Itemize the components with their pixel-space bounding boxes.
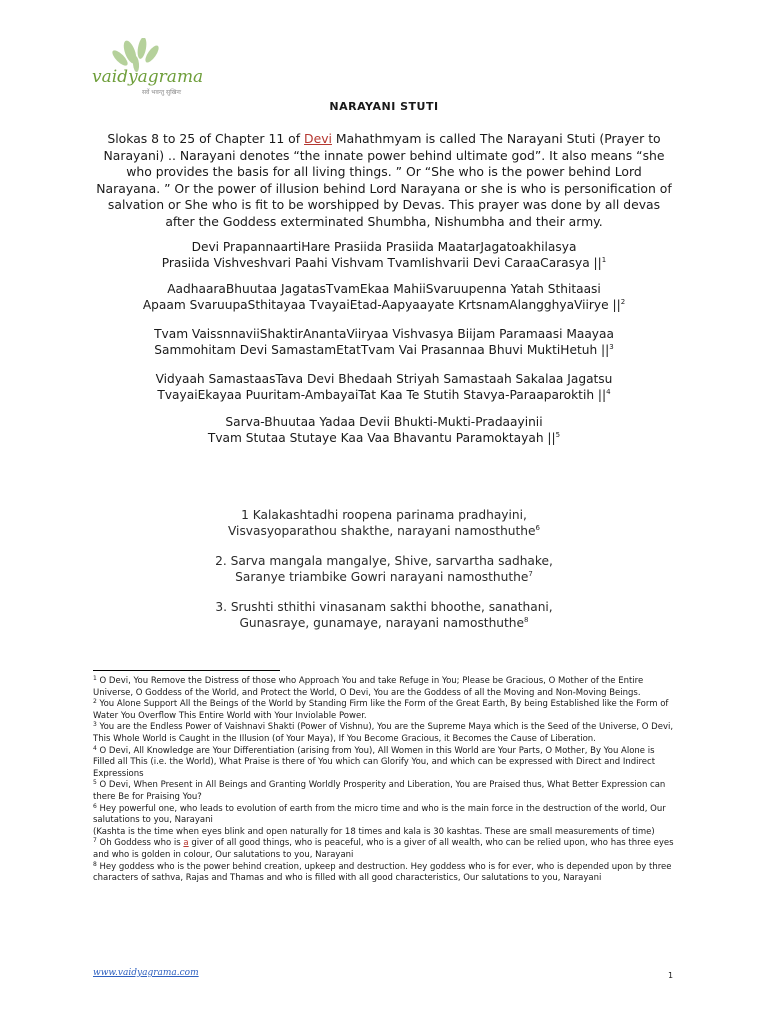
intro-paragraph — [96, 131, 672, 231]
footnote-ref[interactable]: 5 — [555, 431, 561, 440]
page-title: NARAYANI STUTI — [329, 100, 439, 113]
sloka-5 — [80, 414, 688, 447]
footnote-number: 2 — [93, 698, 97, 706]
footnote-number: 7 — [93, 837, 97, 845]
footnote-text: You Alone Support All the Beings of the World by Standing Firm like the Form of the Great Earth, By being Established like the Form of Water You Overflow This Entire World with Your Inviolable Power. — [93, 699, 669, 721]
footnote-ref[interactable]: 8 — [524, 616, 529, 625]
sloka-line: Tvam Stutaa Stutaye Kaa Vaa Bhavantu Paramoktayah || — [207, 431, 556, 446]
sloka-4 — [80, 371, 688, 404]
footnote-number: 5 — [93, 779, 97, 787]
intro-text-after: Mahathmyam is called The Narayani Stuti (Prayer to Narayani) .. Narayani denotes “the innate power behind ultimate god”. It also means “she who provides the basis for all living things. ” Or “She who is the power behind Lord Narayana. ” Or the power of illusion behind Lord Narayana or she is who is personification of salvation or She who is fit to be worshipped by Devas. This prayer was done by all devas after the Goddess exterminated Shumbha, Nishumbha and their army. — [96, 131, 672, 229]
logo-text: vaidyagrama — [92, 67, 204, 87]
intro-text-before: Slokas 8 to 25 of Chapter 11 of — [107, 131, 305, 146]
footnote-text: O Devi, You Remove the Distress of those who Approach You and take Refuge in You; Please be Gracious, O Mother of the Entire Universe, O Goddess of the World, and Protect the World, O Devi, You are the Goddess of all the Moving and Non-Moving Beings. — [93, 676, 644, 698]
sloka-line: Sarva-Bhuutaa Yadaa Devii Bhukti-Mukti-Pradaayinii — [225, 415, 543, 429]
footnote-ref[interactable]: 2 — [620, 298, 626, 307]
footnote-number: 8 — [93, 860, 97, 868]
footnote-text: You are the Endless Power of Vaishnavi Shakti (Power of Vishnu), You are the Supreme Maya which is the Seed of the Universe, O Devi, This Whole World is Caught in the Illusion (of Your Maya), If You Become Gracious, it Becomes the Cause of Liberation. — [93, 722, 674, 744]
footnote-ref[interactable]: 6 — [535, 524, 540, 533]
footnote-ref[interactable]: 7 — [528, 570, 533, 579]
footnote-ref[interactable]: 3 — [609, 343, 614, 352]
verse-line: Gunasraye, gunamaye, narayani namosthuthe — [239, 616, 525, 631]
footnote — [93, 780, 675, 803]
footnote-divider — [93, 670, 280, 671]
footnote-number: 4 — [93, 744, 97, 752]
verse-line: 1 Kalakashtadhi roopena parinama pradhayini, — [241, 508, 527, 522]
footnote-continuation — [93, 827, 675, 839]
footnote — [93, 862, 675, 885]
vaidyagrama-logo — [90, 38, 220, 100]
footnote — [93, 804, 675, 827]
verse-1 — [120, 507, 648, 540]
footnote — [93, 676, 675, 699]
footnote-text: O Devi, All Knowledge are Your Differentiation (arising from You), All Women in this World are Your Parts, O Mother, By You Alone is Filled all This (i.e. the World), What Praise is there of You which can Glorify You, and which can be expressed with Direct and Indirect Expressions — [93, 745, 656, 779]
sloka-2 — [80, 281, 688, 314]
sloka-3 — [80, 326, 688, 359]
footnote — [93, 838, 675, 861]
verse-line: 2. Sarva mangala mangalye, Shive, sarvartha sadhake, — [215, 554, 553, 568]
footnote-text: giver of all good things, who is peaceful, who is a giver of all wealth, who can be relied upon, who has three eyes and who is golden in colour, Our salutations to you, Narayani — [93, 838, 674, 860]
sloka-line: Devi PrapannaartiHare Prasiida Prasiida MaatarJagatoakhilasya — [191, 240, 577, 254]
sloka-line: Prasiida Vishveshvari Paahi Vishvam TvamIishvarii Devi CaraaCarasya || — [161, 256, 602, 271]
footnote-number: 6 — [93, 802, 97, 810]
devi-link[interactable]: Devi — [304, 131, 332, 146]
footnote-ref[interactable]: 4 — [606, 388, 611, 397]
footnote-text: O Devi, When Present in All Beings and Granting Worldly Prosperity and Liberation, You are Praised thus, What Better Expression can there Be for Praising You? — [93, 780, 666, 802]
verse-line: Visvasyoparathou shakthe, narayani namosthuthe — [227, 524, 536, 539]
verse-line: Saranye triambike Gowri narayani namosthuthe — [235, 570, 529, 585]
logo-tagline: सर्वे भवन्तु सुखिनः — [142, 89, 182, 96]
sloka-line: TvayaiEkayaa Puuritam-AmbayaiTat Kaa Te Stutih Stavya-Paraaparoktih || — [157, 388, 607, 403]
footnote-text: Hey powerful one, who leads to evolution of earth from the micro time and who is the main force in the destruction of the world, Our salutations to you, Narayani — [93, 803, 666, 826]
footnote — [93, 746, 675, 781]
verse-2 — [120, 553, 648, 586]
page-number: 1 — [668, 971, 674, 980]
footnote-number: 1 — [93, 675, 97, 682]
sloka-line: Tvam VaissnnaviiShaktirAnantaViiryaa Vishvasya Biijam Paramaasi Maayaa — [154, 327, 614, 341]
sloka-line: AadhaaraBhuutaa JagatasTvamEkaa MahiiSvaruupenna Yatah Sthitaasi — [167, 282, 601, 296]
sloka-line: Apaam SvaruupaSthitayaa TvayaiEtad-Aapyaayate KrtsnamAlangghyaViirye || — [142, 298, 621, 313]
footnote-number: 3 — [93, 721, 97, 729]
verse-3 — [120, 599, 648, 632]
footnote-text: Hey goddess who is the power behind creation, upkeep and destruction. Hey goddess who is for ever, who is depended upon by three characters of sathva, Rajas and Thamas and who is filled with all good characteristics, Our salutations to you, Narayani — [93, 861, 672, 884]
sloka-line: Vidyaah SamastaasTava Devi Bhedaah Striyah Samastaah Sakalaa Jagatsu — [155, 372, 613, 386]
verse-line: 3. Srushti sthithi vinasanam sakthi bhoothe, sanathani, — [215, 600, 553, 614]
sloka-1 — [80, 239, 688, 272]
footnote-highlight: a — [183, 838, 189, 849]
footnote — [93, 699, 675, 722]
footnote-ref[interactable]: 1 — [601, 256, 607, 265]
footnote-text: (Kashta is the time when eyes blink and open naturally for 18 times and kala is 30 kashtas. These are small measurements of time) — [93, 826, 655, 837]
footnotes — [93, 676, 675, 885]
sloka-line: Sammohitam Devi SamastamEtatTvam Vai Prasannaa Bhuvi MuktiHetuh || — [154, 343, 610, 358]
footnote — [93, 722, 675, 745]
footnote-text: Oh Goddess who is — [99, 838, 184, 849]
website-link[interactable]: www.vaidyagrama.com — [93, 968, 199, 978]
